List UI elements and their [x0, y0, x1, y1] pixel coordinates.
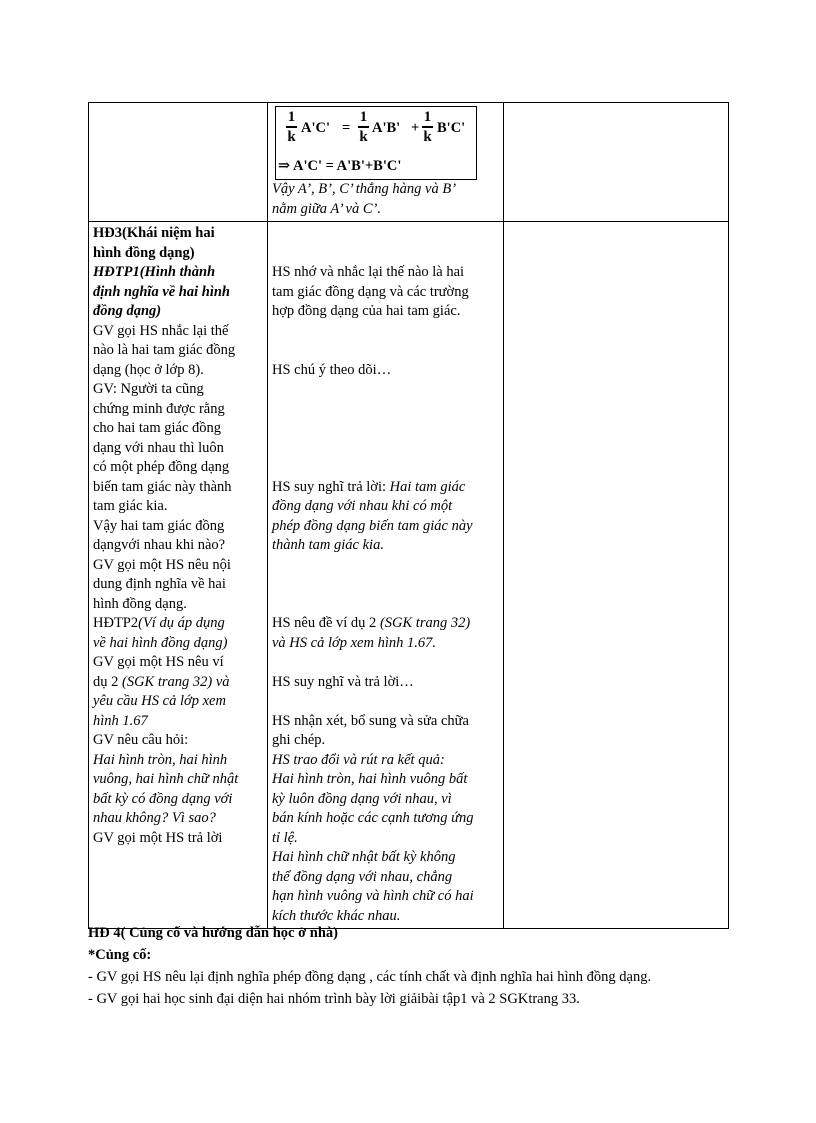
- fraction-numerator: 1: [359, 109, 368, 125]
- subactivity-heading-2-cont: về hai hình đồng dạng): [93, 634, 228, 651]
- teacher-text: dung định nghĩa về hai: [93, 576, 226, 592]
- formula-box: [275, 106, 477, 180]
- student-answer: thành tam giác kia.: [272, 537, 384, 553]
- teacher-text: dạng với nhau thì luôn: [93, 439, 224, 456]
- student-answer: hạn hình vuông và hình chữ có hai: [272, 888, 474, 904]
- fraction-denominator: k: [423, 128, 432, 145]
- formula-plus: +: [411, 120, 420, 136]
- student-text: HS nêu đề ví dụ 2: [272, 615, 377, 631]
- student-answer: bán kính hoặc các cạnh tương ứng: [272, 810, 474, 826]
- teacher-question: vuông, hai hình chữ nhật: [93, 771, 239, 787]
- consolidation-item: - GV gọi hai học sinh đại diện hai nhóm trình bày lời giảibài tập1 và 2 SGKtrang 33.: [88, 991, 580, 1007]
- student-answer: phép đồng dạng biến tam giác này: [272, 517, 473, 534]
- student-answer: Hai tam giác: [389, 478, 466, 495]
- teacher-text: dạng (học ở lớp 8).: [93, 361, 204, 378]
- formula-term-2: A'B': [372, 120, 401, 136]
- teacher-cell-1: [89, 103, 268, 222]
- fraction-numerator: 1: [423, 109, 432, 125]
- student-text: ghi chép.: [272, 732, 326, 748]
- notes-cell-1: [504, 103, 729, 222]
- consolidation-heading: HĐ 4( Củng cố và hướng dẫn học ở nhà): [88, 925, 338, 941]
- consolidation-item: - GV gọi HS nêu lại định nghĩa phép đồng dạng , các tính chất và định nghĩa hai hình đồng dạng.: [88, 969, 652, 985]
- teacher-text: nào là hai tam giác đồng: [93, 342, 236, 358]
- student-text: HS suy nghĩ và trả lời…: [272, 673, 414, 690]
- student-text: và HS cả lớp xem hình 1.67.: [272, 634, 436, 651]
- student-answer: Hai hình chữ nhật bất kỳ không: [272, 849, 456, 865]
- teacher-text: chứng minh được rằng: [93, 400, 225, 417]
- fraction-numerator: 1: [287, 109, 296, 125]
- teacher-text: dạngvới nhau khi nào?: [93, 537, 226, 553]
- lesson-table: [88, 102, 729, 929]
- formula-line-2: ⇒ A'C' = A'B'+B'C': [278, 158, 402, 174]
- teacher-cell-2: [89, 222, 268, 929]
- subactivity-heading-cont: đồng dạng): [93, 303, 162, 319]
- activity-heading-cont: hình đồng dạng): [93, 244, 195, 261]
- teacher-question: nhau không? Vì sao?: [93, 810, 216, 826]
- teacher-text: Vậy hai tam giác đồng: [93, 517, 225, 534]
- subactivity-heading-cont: định nghĩa về hai hình: [93, 283, 230, 300]
- student-answer: tỉ lệ.: [272, 829, 298, 846]
- teacher-text: GV gọi một HS nêu nội: [93, 556, 231, 573]
- student-answer: đồng dạng với nhau khi có một: [272, 498, 453, 514]
- teacher-text: biến tam giác này thành: [93, 478, 232, 495]
- fraction-denominator: k: [287, 128, 296, 145]
- fraction-denominator: k: [359, 128, 368, 145]
- student-answer: Hai hình tròn, hai hình vuông bất: [272, 771, 468, 787]
- subactivity-heading: HĐTP1(Hình thành: [93, 264, 216, 280]
- teacher-text: dụ 2: [93, 673, 119, 690]
- teacher-text: tam giác kia.: [93, 498, 168, 514]
- formula-equals: =: [342, 120, 351, 136]
- student-text: HS nhớ và nhắc lại thế nào là hai: [272, 264, 465, 280]
- consolidation-subheading: *Củng cố:: [88, 947, 152, 963]
- student-answer: kích thước khác nhau.: [272, 907, 401, 924]
- subactivity-heading-2-title: (Ví dụ áp dụng: [138, 615, 225, 631]
- teacher-text: GV gọi một HS trả lời: [93, 829, 223, 846]
- teacher-text: GV nêu câu hỏi:: [93, 732, 189, 748]
- teacher-text: có một phép đồng dạng: [93, 459, 230, 475]
- teacher-text: hình đồng dạng.: [93, 595, 187, 612]
- student-cell-1: [268, 103, 504, 222]
- fraction-1: [286, 109, 297, 145]
- table-row-1: [89, 103, 729, 222]
- teacher-question: Hai hình tròn, hai hình: [93, 751, 228, 768]
- table-row-2: [89, 222, 729, 929]
- fraction-2: [358, 109, 369, 145]
- student-text: HS chú ý theo dõi…: [272, 361, 392, 378]
- consolidation-section: [88, 922, 788, 1010]
- teacher-text: GV gọi HS nhắc lại thế: [93, 322, 229, 339]
- student-answer: kỳ luôn đồng dạng với nhau, vì: [272, 790, 452, 807]
- activity-heading: HĐ3(Khái niệm hai: [93, 225, 215, 241]
- student-answer: thể đồng dạng với nhau, chẳng: [272, 868, 453, 885]
- teacher-text: cho hai tam giác đồng: [93, 420, 222, 436]
- formula-term-3: B'C': [437, 120, 466, 136]
- teacher-text: hình 1.67: [93, 712, 148, 729]
- fraction-3: [422, 109, 433, 145]
- notes-cell-2: [504, 222, 729, 929]
- student-text: HS nhận xét, bổ sung và sửa chữa: [272, 712, 469, 729]
- subactivity-heading-2: HĐTP2: [93, 615, 139, 631]
- student-text-reference: (SGK trang 32): [379, 615, 471, 631]
- student-text: HS trao đổi và rút ra kết quả:: [272, 751, 445, 768]
- teacher-text: yêu cầu HS cả lớp xem: [93, 693, 226, 709]
- student-text: tam giác đồng dạng và các trường: [272, 283, 469, 300]
- teacher-text: GV: Người ta cũng: [93, 381, 204, 397]
- conclusion-line-2: nằm giữa A’ và C’.: [272, 200, 381, 217]
- teacher-text-reference: (SGK trang 32) và: [122, 673, 230, 690]
- teacher-text: GV gọi một HS nêu ví: [93, 654, 224, 670]
- student-text: hợp đồng dạng của hai tam giác.: [272, 303, 461, 319]
- conclusion-line-1: Vậy A’, B’, C’ thẳng hàng và B’: [272, 181, 457, 197]
- formula-term-1: A'C': [301, 120, 330, 136]
- teacher-question: bất kỳ có đồng dạng với: [93, 790, 233, 807]
- student-cell-2: [268, 222, 504, 929]
- student-text: HS suy nghĩ trả lời:: [272, 478, 387, 495]
